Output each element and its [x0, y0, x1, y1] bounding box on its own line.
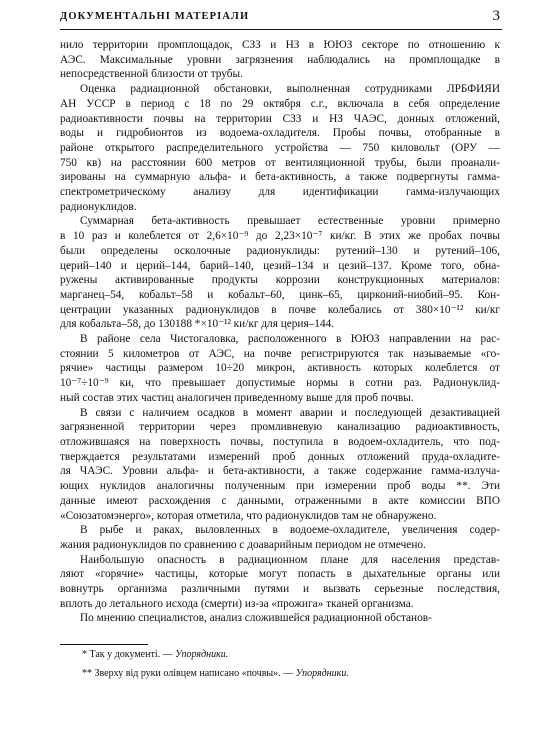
footnote-1-note: Упорядники.	[175, 649, 229, 660]
text-line: Суммарная бета-активность превышает естественные уровни примерно	[80, 215, 500, 228]
text-line: районе открытого распределительного устройства — 750 киловольт (ОРУ —	[60, 141, 500, 154]
paragraph	[60, 214, 500, 332]
text-line: нило территории промплощадок, СЗЗ и НЗ в ЮЮЗ секторе по отношению к	[60, 39, 500, 51]
text-line: радионуклидов.	[60, 200, 137, 213]
text-line: марганец–54, кобальт–58 и кобальт–60, цинк–65, цирконий-ниобий–95. Кон-	[60, 288, 500, 301]
text-line: рячие» частицы размером 10÷20 микрон, активность которых колеблется от	[60, 362, 500, 375]
text-line: тверждается результатами измерений проб донных отложений пруда-охладите-	[60, 450, 500, 463]
running-header	[60, 9, 502, 30]
text-line: ный состав этих частиц аналогичен приведенному выше для проб почвы.	[60, 391, 414, 404]
text-line: были определены осколочные радионуклиды: рутений–130 и рутений–106,	[60, 244, 500, 257]
text-line: В районе села Чистогаловка, расположенного в ЮЮЗ направлении на рас-	[80, 333, 500, 346]
text-line: Оценка радиационной обстановки, выполненная сотрудниками ЛРБФИЯИ	[80, 83, 500, 96]
paragraph	[60, 332, 500, 406]
section-title: ДОКУМЕНТАЛЬНІ МАТЕРІАЛИ	[60, 11, 250, 22]
text-line: в 10 раз и колеблется от 2,6×10⁻⁹ до 2,23×10⁻⁷ ки/кг. В этих же пробах почвы	[60, 230, 500, 243]
footnote-divider	[60, 644, 148, 645]
text-line: загрязненной территории через промливневую канализацию радиоактивность,	[60, 421, 500, 434]
paragraph	[60, 406, 500, 524]
text-line: для кобальта–58, до 130188 *×10⁻¹² ки/кг для церия–144.	[60, 318, 335, 331]
paragraph	[60, 82, 500, 214]
paragraph	[60, 38, 500, 82]
text-line: В связи с наличием осадков в момент аварии и последующей дезактивацией	[80, 406, 500, 419]
text-line: АН УССР в период с 18 по 29 октября с.г., включала в себя определение	[60, 97, 500, 110]
text-line: церий–140 и церий–144, барий–140, цезий–134 и цезий–137. Кроме того, обна-	[60, 259, 500, 272]
footnote-1-text: * Так у документі. —	[82, 649, 176, 660]
document-body	[60, 38, 500, 626]
footnote-2-text: ** Зверху від руки олівцем написано «почвы». —	[82, 668, 296, 679]
page-number: 3	[492, 8, 500, 24]
paragraph	[60, 553, 500, 612]
text-line: радиоактивности почвы на территории СЗЗ и НЗ ЧАЭС, донных отложений,	[60, 112, 500, 125]
text-line: отложившаяся на поверхность почвы, поступила в водоем-охладитель, что под-	[60, 435, 500, 448]
text-line: данные имеют расхождения с данными, отраженными в акте комиссии ВПО	[60, 494, 500, 507]
text-line: «Союзатомэнерго», которая отметила, что радионуклидов там не обнаружено.	[60, 509, 437, 522]
text-line: стоянии 5 километров от АЭС, на почве регистрируются так называемые «го-	[60, 347, 500, 360]
text-line: воды и гидробионтов из водоема-охладителя. Пробы почвы, отобранные в	[60, 127, 500, 140]
text-line: ружены активированные продукты коррозии конструкционных материалов:	[60, 274, 500, 287]
text-line: центрации указанных радионуклидов в почве колебались от 380×10⁻¹² ки/кг	[60, 303, 500, 316]
text-line: В рыбе и раках, выловленных в водоеме-охладителе, увеличения содер-	[80, 524, 500, 537]
footnote-2-note: Упорядники.	[295, 668, 349, 679]
text-line: жания радионуклидов по сравнению с доаварийным периодом не отмечено.	[60, 538, 426, 551]
text-line: ля ЧАЭС. Уровни альфа- и бета-активности, а также содержание гамма-излуча-	[60, 465, 500, 478]
text-line: АЭС. Максимальные уровни загрязнения наблюдались на промплощадке в	[60, 53, 500, 66]
text-line: спектрометрическому анализу для идентификации гамма-излучающих	[60, 186, 500, 199]
text-line: ляют «горячие» частицы, которые могут попасть в дыхательные органы или	[60, 568, 500, 581]
text-line: вплоть до летального исхода (смерти) из-за «прожига» тканей организма.	[60, 597, 414, 610]
text-line: 750 кв) на расстоянии 600 метров от вентиляционной трубы, были проанали-	[60, 156, 500, 169]
footnote-1	[60, 649, 228, 661]
text-line: 10⁻⁷÷10⁻⁹ ки, что превышает допустимые нормы в сотни раз. Радионуклид-	[60, 377, 500, 390]
text-line: Наибольшую опасность в радиационном плане для населения представ-	[80, 553, 500, 566]
paragraph	[60, 611, 500, 626]
text-line: ющих нуклидов аналогичны полученным при измерении проб воды **. Эти	[60, 480, 500, 493]
text-line: вовнутрь организма различными путями и вызвать серьезные последствия,	[60, 583, 500, 596]
paragraph	[60, 523, 500, 552]
text-line: зированы на суммарную альфа- и бета-активность, а также подвергнуты гамма-	[60, 171, 500, 184]
text-line: непосредственной близости от трубы.	[60, 68, 243, 81]
footnote-2	[60, 668, 349, 680]
text-line: По мнению специалистов, анализ сложившейся радиационной обстанов-	[80, 612, 432, 625]
